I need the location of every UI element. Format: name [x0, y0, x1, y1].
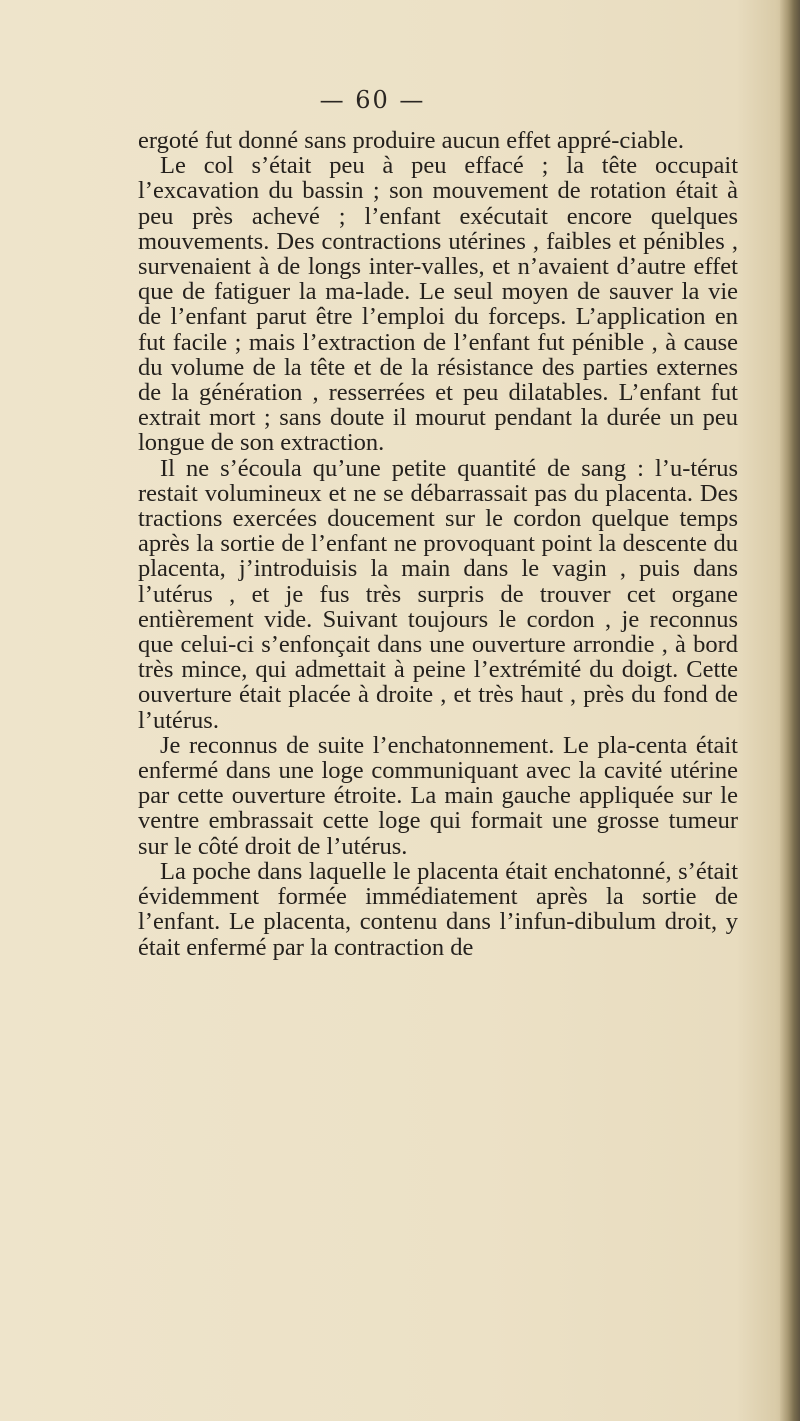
paragraph-5: La poche dans laquelle le placenta était enchatonné, s’était évidemment formée immédiatement après la sortie de l’enfant. Le placenta, contenu dans l’infun-dibulum droit, y était enfermé par la contraction de — [138, 857, 738, 961]
body-text — [138, 128, 738, 960]
paragraph-3: Il ne s’écoula qu’une petite quantité de sang : l’u-térus restait volumineux et ne se débarrassait pas du placenta. Des tractions exercées doucement sur le cordon quelque temps après la sortie de l’enfant ne provoquant point la descente du placenta, j’introduisis la main dans le vagin , puis dans l’utérus , et je fus très surpris de trouver cet organe entièrement vide. Suivant toujours le cordon , je reconnus que celui-ci s’enfonçait dans une ouverture arrondie , à bord très mince, qui admettait à peine l’extrémité du doigt. Cette ouverture était placée à droite , et très haut , près du fond de l’utérus. — [138, 454, 738, 734]
paragraph-2: Le col s’était peu à peu effacé ; la tête occupait l’excavation du bassin ; son mouvement de rotation était à peu près achevé ; l’enfant exécutait encore quelques mouvements. Des contractions utérines , faibles et pénibles , survenaient à de longs inter-valles, et n’avaient d’autre effet que de fatiguer la ma-lade. Le seul moyen de sauver la vie de l’enfant parut être l’emploi du forceps. L’application en fut facile ; mais l’extraction de l’enfant fut pénible , à cause du volume de la tête et de la résistance des parties externes de la génération , resserrées et peu dilatables. L’enfant fut extrait mort ; sans doute il mourut pendant la durée un peu longue de son extraction. — [138, 152, 738, 457]
page-edge-shadow — [780, 0, 800, 1421]
page-number: — 60 — — [319, 86, 426, 114]
paragraph-1: ergoté fut donné sans produire aucun effet appré-ciable. — [138, 127, 685, 154]
paragraph-4: Je reconnus de suite l’enchatonnement. Le pla-centa était enfermé dans une loge communiquant avec la cavité utérine par cette ouverture étroite. La main gauche appliquée sur le ventre embrassait cette loge qui formait une grosse tumeur sur le côté droit de l’utérus. — [138, 731, 738, 860]
